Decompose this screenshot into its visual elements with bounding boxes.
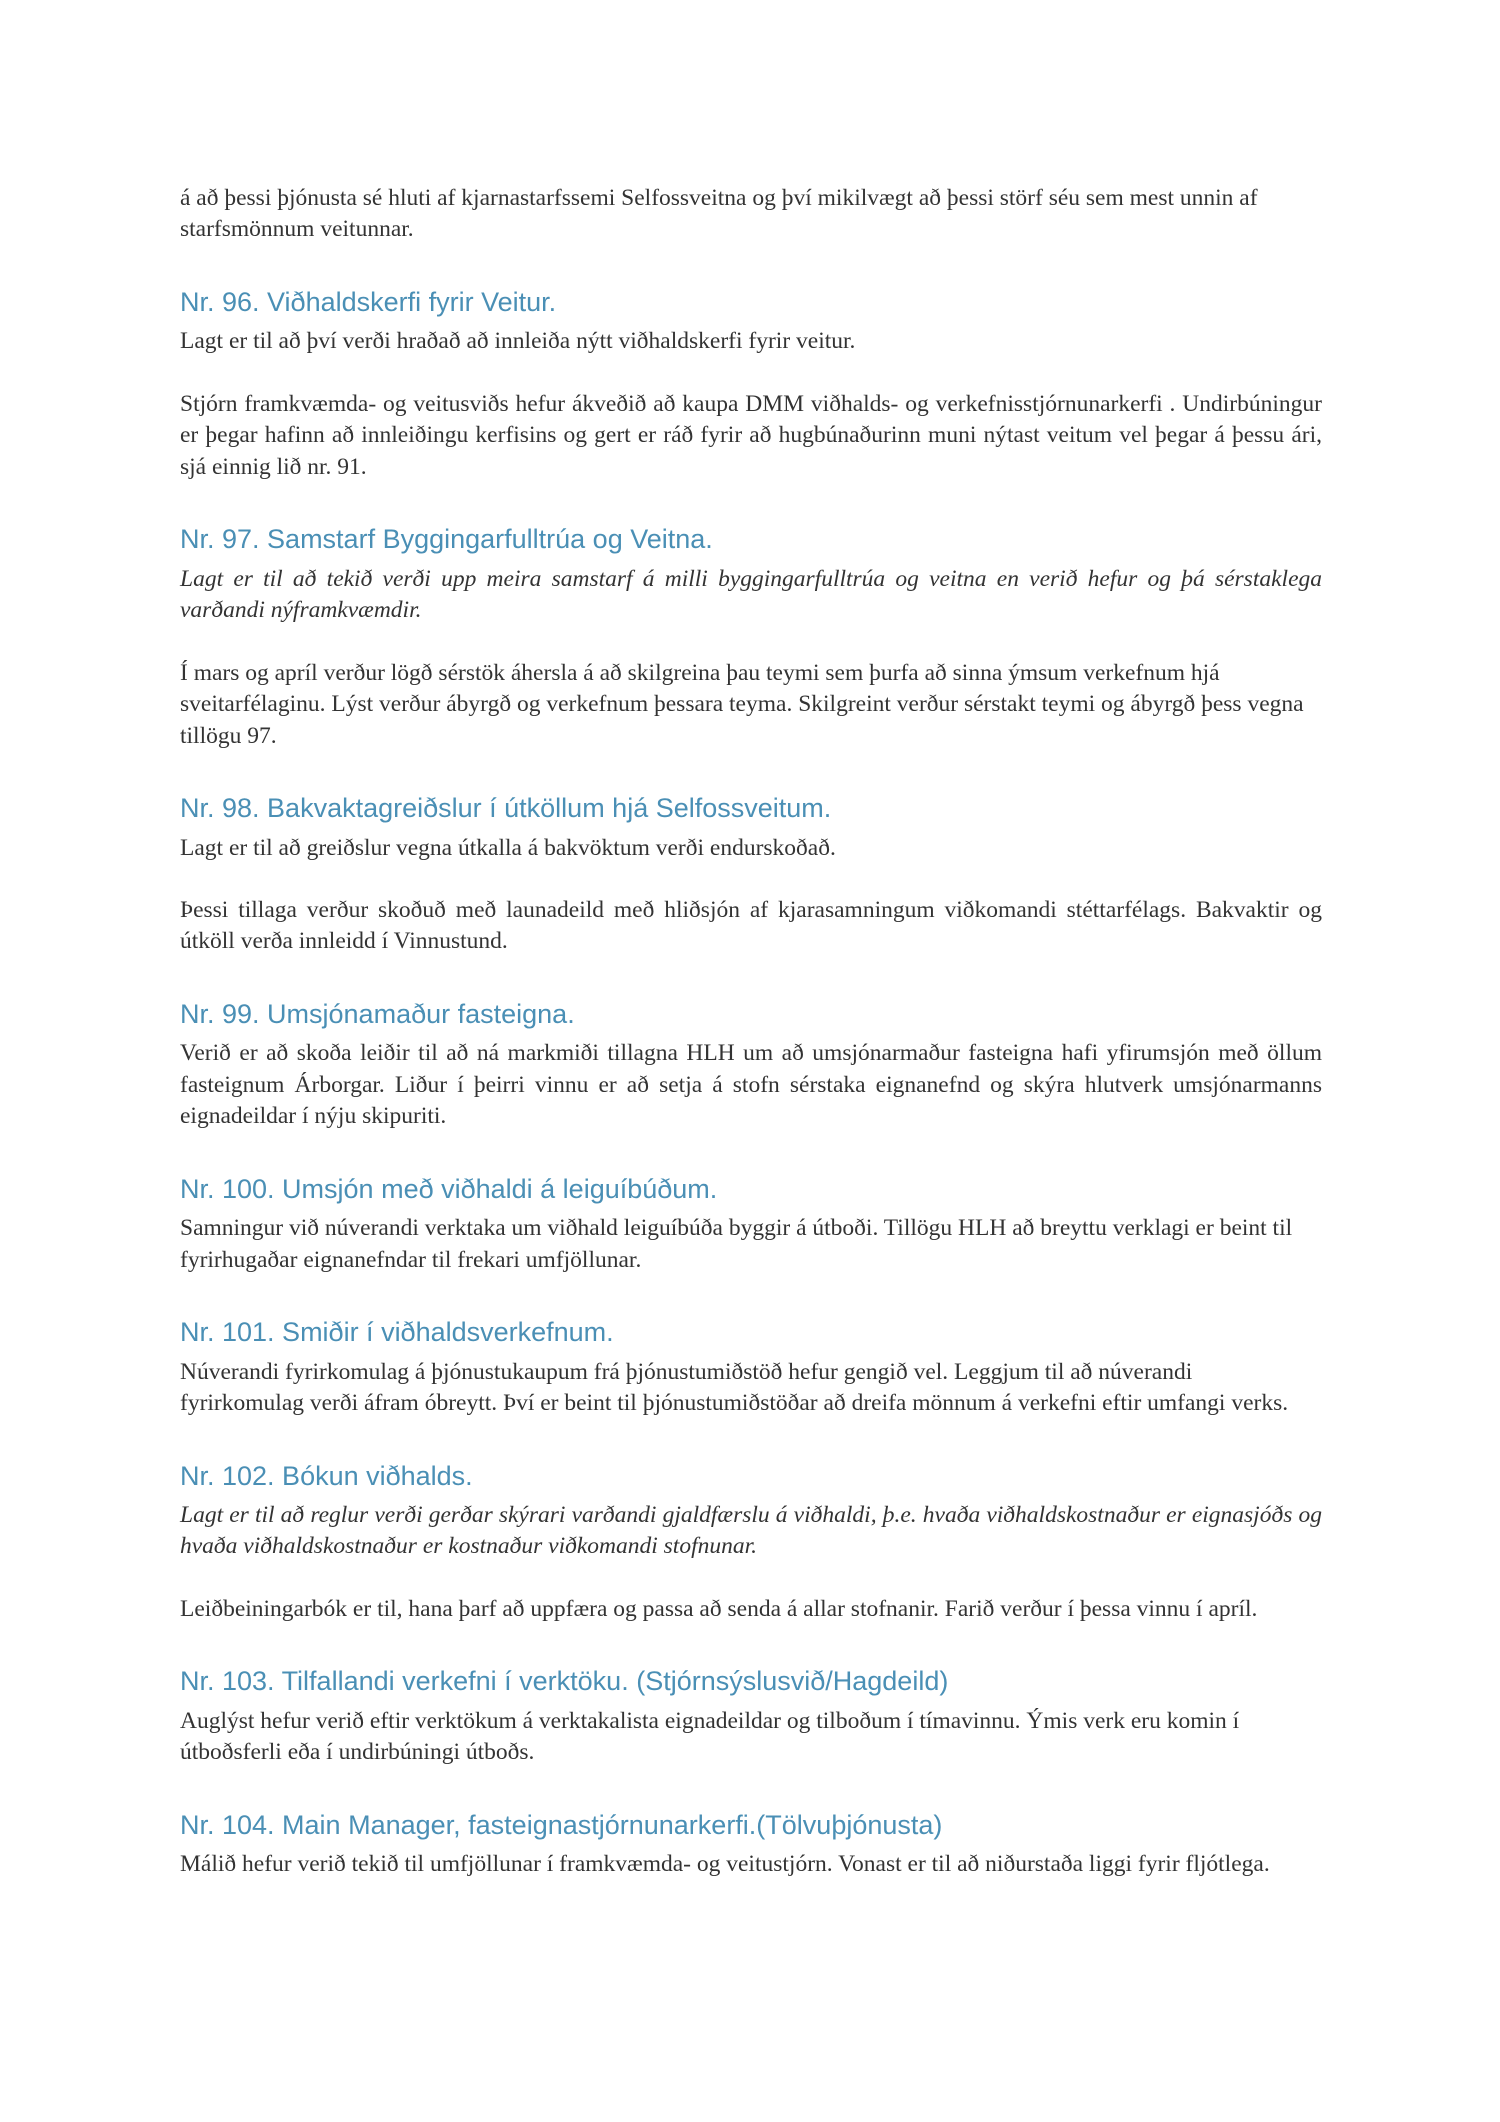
section-paragraph: Stjórn framkvæmda- og veitusviðs hefur ákveðið að kaupa DMM viðhalds- og verkefnisstjórnunarkerfi . Undirbúningur er þegar hafinn að innleiðingu kerfisins og gert er ráð fyrir að hugbúnaðurinn muni nýtast veitum vel þegar á þessu ári, sjá einnig lið nr. 91. bbox=[180, 390, 1322, 480]
section-heading: Nr. 103. Tilfallandi verkefni í verktöku. (Stjórnsýslusvið/Hagdeild) bbox=[180, 1666, 949, 1697]
section-heading: Nr. 99. Umsjónamaður fasteigna. bbox=[180, 998, 575, 1029]
section-paragraph: Samningur við núverandi verktaka um viðhald leiguíbúða byggir á útboði. Tillögu HLH að breyttu verklagi er beint til fyrirhugaðar eignanefndar til frekari umfjöllunar. bbox=[180, 1215, 1293, 1273]
section-paragraph: Lagt er til að reglur verði gerðar skýrari varðandi gjaldfærslu á viðhaldi, þ.e. hvaða viðhaldskostnaður er eignasjóðs og hvaða viðhaldskostnaður er kostnaður viðkomandi stofnunar. bbox=[180, 1501, 1322, 1560]
section-heading: Nr. 102. Bókun viðhalds. bbox=[180, 1460, 473, 1491]
section-paragraph: Málið hefur verið tekið til umfjöllunar í framkvæmda- og veitustjórn. Vonast er til að niðurstaða liggi fyrir fljótlega. bbox=[180, 1851, 1270, 1878]
section-paragraph: Lagt er til að því verði hraðað að innleiða nýtt viðhaldskerfi fyrir veitur. bbox=[180, 328, 856, 355]
section-paragraph: Leiðbeiningarbók er til, hana þarf að uppfæra og passa að senda á allar stofnanir. Farið verður í þessa vinnu í apríl. bbox=[180, 1595, 1258, 1622]
section-heading: Nr. 100. Umsjón með viðhaldi á leiguíbúðum. bbox=[180, 1173, 718, 1204]
section-heading: Nr. 97. Samstarf Byggingarfulltrúa og Veitna. bbox=[180, 524, 713, 555]
section-heading: Nr. 96. Viðhaldskerfi fyrir Veitur. bbox=[180, 286, 557, 317]
sections-container bbox=[180, 286, 1322, 1881]
section-heading: Nr. 98. Bakvaktagreiðslur í útköllum hjá Selfossveitum. bbox=[180, 793, 832, 824]
section-paragraph: Auglýst hefur verið eftir verktökum á verktakalista eignadeildar og tilboðum í tímavinnu. Ýmis verk eru komin í útboðsferli eða í undirbúningi útboðs. bbox=[180, 1707, 1240, 1766]
section-paragraph: Þessi tillaga verður skoðuð með launadeild með hliðsjón af kjarasamningum viðkomandi stéttarfélags. Bakvaktir og útköll verða innleidd í Vinnustund. bbox=[180, 896, 1322, 955]
section-paragraph: Lagt er til að tekið verði upp meira samstarf á milli byggingarfulltrúa og veitna en verið hefur og þá sérstaklega varðandi nýframkvæmdir. bbox=[180, 565, 1322, 624]
section-paragraph: Lagt er til að greiðslur vegna útkalla á bakvöktum verði endurskoðað. bbox=[180, 834, 836, 861]
intro-paragraph: á að þessi þjónusta sé hluti af kjarnastarfssemi Selfossveitna og því mikilvægt að þessi störf séu sem mest unnin af starfsmönnum veitunnar. bbox=[180, 185, 1258, 243]
section-paragraph: Núverandi fyrirkomulag á þjónustukaupum frá þjónustumiðstöð hefur gengið vel. Leggjum til að núverandi fyrirkomulag verði áfram óbreytt. Því er beint til þjónustumiðstöðar að dreifa mönnum á verkefni eftir umfangi verks. bbox=[180, 1358, 1289, 1417]
section-paragraph: Í mars og apríl verður lögð sérstök áhersla á að skilgreina þau teymi sem þurfa að sinna ýmsum verkefnum hjá sveitarfélaginu. Lýst verður ábyrgð og verkefnum þessara teyma. Skilgreint verður sérstakt teymi og ábyrgð þess vegna tillögu 97. bbox=[180, 659, 1304, 749]
section-paragraph: Verið er að skoða leiðir til að ná markmiði tillagna HLH um að umsjónarmaður fasteigna hafi yfirumsjón með öllum fasteignum Árborgar. Liður í þeirri vinnu er að setja á stofn sérstaka eignanefnd og skýra hlutverk umsjónarmanns eignadeildar í nýju skipuriti. bbox=[180, 1040, 1322, 1130]
section-heading: Nr. 101. Smiðir í viðhaldsverkefnum. bbox=[180, 1317, 614, 1348]
section-heading: Nr. 104. Main Manager, fasteignastjórnunarkerfi.(Tölvuþjónusta) bbox=[180, 1809, 943, 1840]
